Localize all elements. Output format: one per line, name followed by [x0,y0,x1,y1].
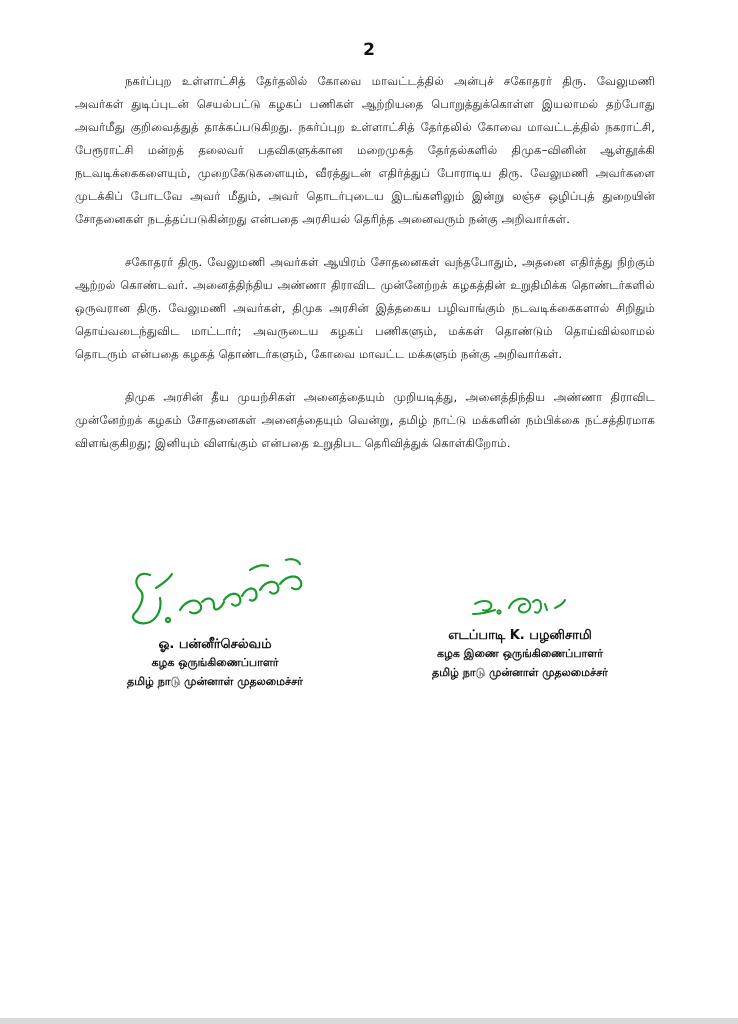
paragraph-1: நகர்ப்புற உள்ளாட்சித் தேர்தலில் கோவை மாவட்டத்தில் அன்புச் சகோதரர் திரு. வேலுமணி அவர்கள் துடிப்புடன் செயல்பட்டு கழகப் பணிகள் ஆற்றியதை பொறுத்துக்கொள்ள இயலாமல் தற்போது அவர்மீது குறிவைத்துத் தாக்கப்படுகிறது. நகர்ப்புற உள்ளாட்சித் தேர்தலில் கோவை மாவட்டத்தில் நகராட்சி, பேரூராட்சி மன்றத் தலைவர் பதவிகளுக்கான மறைமுகத் தேர்தல்களில் திமுக–வினின் ஆள்தூக்கி நடவடிக்கைகளையும், முறைகேடுகளையும், வீரத்துடன் எதிர்த்துப் போராடிய திரு. வேலுமணி அவர்களை முடக்கிப் போடவே அவர் மீதும், அவர் தொடர்புடைய இடங்களிலும் இன்று லஞ்ச ஒழிப்புத் துறையின் சோதனைகள் நடத்தப்படுகின்றது என்பதை அரசியல் தெரிந்த அனைவரும் நன்கு அறிவார்கள். [75,74,655,226]
page-number: 2 [363,40,375,60]
paragraph-2: சகோதரர் திரு. வேலுமணி அவர்கள் ஆயிரம் சோதனைகள் வந்தபோதும், அதனை எதிர்த்து நிற்கும் ஆற்றல் கொண்டவர். அனைத்திந்திய அண்ணா திராவிட முன்னேற்றக் கழகத்தின் உறுதிமிக்க தொண்டர்களில் ஒருவரான திரு. வேலுமணி அவர்கள், திமுக அரசின் இத்தகைய பழிவாங்கும் நடவடிக்கைகளால் சிறிதும் தொய்வடைந்துவிட மாட்டார்; அவருடைய கழகப் பணிகளும், மக்கள் தொண்டும் தொய்வில்லாமல் தொடரும் என்பதை கழகத் தொண்டர்களும், கோவை மாவட்ட மக்களும் நன்கு அறிவார்கள். [75,255,655,361]
signatory-ops-role: கழக ஒருங்கிணைப்பாளர் [151,656,279,669]
signatures [0,540,738,700]
signatory-ops-name: ஓ. பன்னீர்செல்வம் [158,637,272,652]
signatory-ops [95,540,335,691]
signature-ops-handwritten [110,540,320,635]
paragraph-3: திமுக அரசின் தீய முயற்சிகள் அனைத்தையும் முறியடித்து, அனைத்திந்திய அண்ணா திராவிட முன்னேற்றக் கழகம் சோதனைகள் அனைத்தையும் வென்று, தமிழ் நாட்டு மக்களின் நம்பிக்கை நட்சத்திரமாக விளங்குகிறது; இனியும் விளங்கும் என்பதை உறுதிபட தெரிவித்துக் கொள்கிறோம். [75,390,655,450]
statement-body [75,70,655,475]
signatory-eps [400,590,640,682]
page-bottom-edge [0,1018,738,1024]
signatory-eps-role: கழக இணை ஒருங்கிணைப்பாளர் [437,647,603,660]
signatory-eps-title: தமிழ் நாடு முன்னாள் முதலமைச்சர் [432,666,608,679]
signatory-eps-name: எடப்பாடி K. பழனிசாமி [448,628,592,643]
signature-eps-handwritten [445,590,595,626]
signatory-ops-title: தமிழ் நாடு முன்னாள் முதலமைச்சர் [127,675,303,688]
